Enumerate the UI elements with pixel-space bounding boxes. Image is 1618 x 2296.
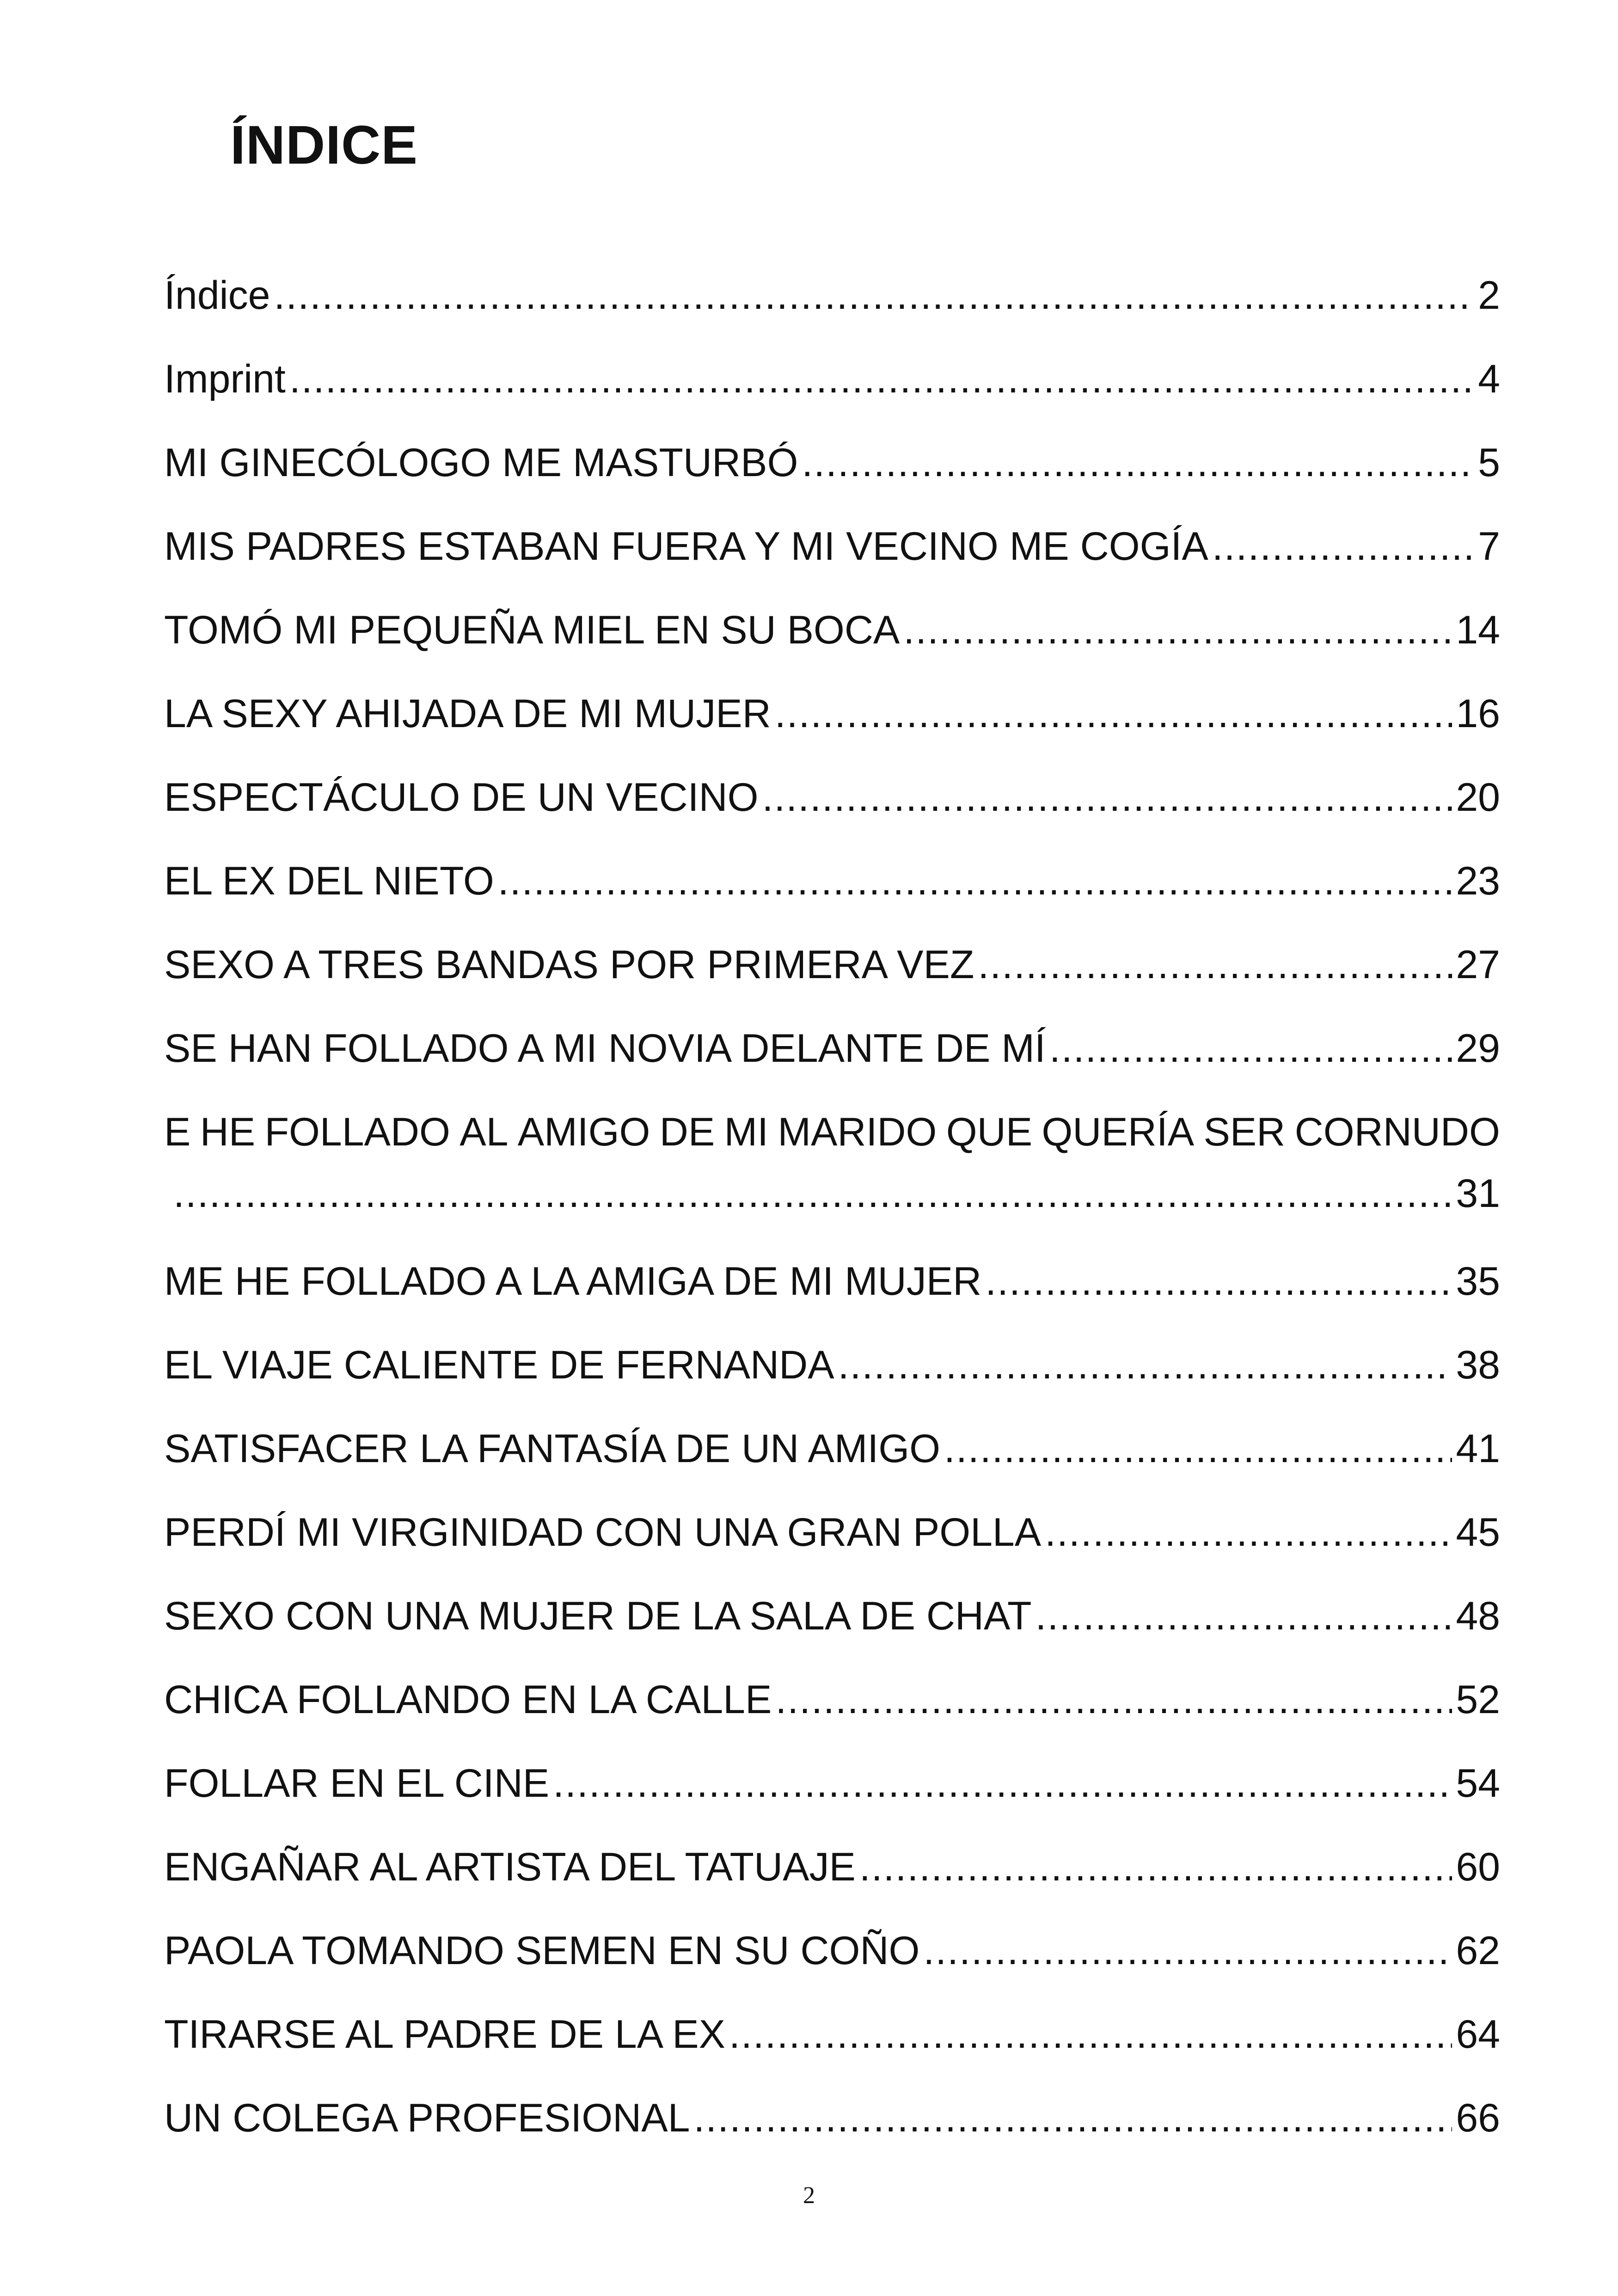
toc-entry[interactable] [164,1090,1500,1239]
toc-entry[interactable] [164,421,1500,504]
dot-leader [729,2014,1452,2054]
dot-leader [903,610,1452,650]
toc-entry-title: Imprint [164,356,286,401]
dot-leader [775,1680,1452,1720]
toc-entry-page: 29 [1456,1026,1500,1071]
toc-entry-title: UN COLEGA PROFESIONAL [164,2095,690,2140]
title-word: MI [724,1109,769,1154]
toc-entry-page: 4 [1478,356,1500,401]
toc-entry-page: 14 [1456,607,1500,652]
toc-entry[interactable] [164,504,1500,588]
dot-leader [985,1261,1452,1301]
title-word: FOLLADO [264,1109,450,1154]
dot-leader [944,1429,1452,1469]
dot-leader [1045,1512,1452,1552]
toc-entry[interactable] [164,1239,1500,1323]
toc-entry[interactable] [164,1323,1500,1407]
dot-leader [173,1174,1452,1213]
title-word: AMIGO [517,1109,650,1154]
toc-entry-title: ESPECTÁCULO DE UN VECINO [164,775,759,820]
toc-entry-title: PERDÍ MI VIRGINIDAD CON UNA GRAN POLLA [164,1510,1042,1555]
dot-leader [859,1847,1452,1887]
toc-entry-page: 2 [1478,273,1500,318]
toc-entry-page: 45 [1456,1510,1500,1555]
dot-leader [693,2098,1452,2138]
dot-leader [1036,1596,1453,1636]
dot-leader [553,1763,1452,1803]
toc-entry-page: 41 [1456,1426,1500,1471]
dot-leader [289,359,1474,399]
toc-entry-page: 60 [1456,1844,1500,1889]
toc-entry-title: MI GINECÓLOGO ME MASTURBÓ [164,440,798,485]
toc-entry-title: SEXO A TRES BANDAS POR PRIMERA VEZ [164,942,974,987]
toc-entry[interactable] [164,337,1500,421]
title-word: HE [200,1109,256,1154]
toc-entry-page: 31 [1456,1171,1500,1216]
toc-entry[interactable] [164,588,1500,672]
toc-entry[interactable] [164,253,1500,337]
title-word: CORNUDO [1294,1109,1500,1154]
title-word: QUE [946,1109,1033,1154]
toc-entry-page: 23 [1456,858,1500,903]
toc-entry[interactable] [164,1658,1500,1741]
toc-entry[interactable] [164,1992,1500,2076]
toc-entry-page: 5 [1478,440,1500,485]
title-word: AL [460,1109,509,1154]
toc-entry-title: EL EX DEL NIETO [164,858,494,903]
toc-entry-title: MIS PADRES ESTABAN FUERA Y MI VECINO ME COGÍA [164,524,1208,569]
toc-entry-title: SATISFACER LA FANTASÍA DE UN AMIGO [164,1426,941,1471]
toc-entry-title: SEXO CON UNA MUJER DE LA SALA DE CHAT [164,1593,1032,1638]
toc-entry[interactable] [164,1825,1500,1909]
toc-entry[interactable] [164,1574,1500,1658]
toc-heading: ÍNDICE [230,115,418,176]
toc-entry-title: Índice [164,273,270,318]
toc-entry-page: 62 [1456,1928,1500,1973]
toc-entry[interactable] [164,1006,1500,1090]
toc-entry-title: EL VIAJE CALIENTE DE FERNANDA [164,1342,834,1387]
page-number: 2 [803,2182,815,2209]
table-of-contents [164,253,1500,2160]
toc-entry-page: 52 [1456,1677,1500,1722]
title-word: SER [1203,1109,1286,1154]
dot-leader [978,945,1452,985]
toc-entry[interactable] [164,1490,1500,1574]
dot-leader [838,1345,1453,1385]
toc-entry-title: LA SEXY AHIJADA DE MI MUJER [164,691,771,736]
dot-leader [498,861,1453,901]
toc-entry-page: 54 [1456,1761,1500,1806]
title-word: QUERÍA [1042,1109,1195,1154]
toc-entry-title: TIRARSE AL PADRE DE LA EX [164,2012,725,2057]
dot-leader [923,1931,1452,1971]
toc-entry-title: FOLLAR EN EL CINE [164,1761,550,1806]
toc-entry[interactable] [164,923,1500,1006]
toc-entry-page: 27 [1456,942,1500,987]
toc-entry-title: PAOLA TOMANDO SEMEN EN SU COÑO [164,1928,920,1973]
toc-entry-title: ME HE FOLLADO A LA AMIGA DE MI MUJER [164,1259,982,1304]
toc-entry[interactable] [164,839,1500,923]
dot-leader [1212,527,1474,566]
title-word: MARIDO [778,1109,937,1154]
toc-entry[interactable] [164,1407,1500,1490]
toc-entry-page: 64 [1456,2012,1500,2057]
toc-entry[interactable] [164,672,1500,755]
toc-entry-page: 35 [1456,1259,1500,1304]
dot-leader [775,694,1453,734]
toc-entry-title [164,1090,1500,1174]
toc-entry[interactable] [164,2076,1500,2160]
dot-leader [762,778,1452,817]
toc-entry-page: 20 [1456,775,1500,820]
title-word: E [164,1109,191,1154]
toc-entry[interactable] [164,755,1500,839]
toc-entry-page: 66 [1456,2095,1500,2140]
title-word: DE [659,1109,715,1154]
toc-entry-title: TOMÓ MI PEQUEÑA MIEL EN SU BOCA [164,607,900,652]
dot-leader [1049,1029,1453,1068]
toc-entry-title: SE HAN FOLLADO A MI NOVIA DELANTE DE MÍ [164,1026,1046,1071]
toc-entry-title: ENGAÑAR AL ARTISTA DEL TATUAJE [164,1844,856,1889]
toc-entry-page: 16 [1456,691,1500,736]
toc-entry-title: CHICA FOLLANDO EN LA CALLE [164,1677,772,1722]
toc-entry[interactable] [164,1741,1500,1825]
toc-entry[interactable] [164,1909,1500,1992]
dot-leader [274,276,1475,315]
dot-leader [802,443,1474,483]
toc-entry-page: 48 [1456,1593,1500,1638]
toc-entry-page: 7 [1478,524,1500,569]
toc-entry-page: 38 [1456,1342,1500,1387]
